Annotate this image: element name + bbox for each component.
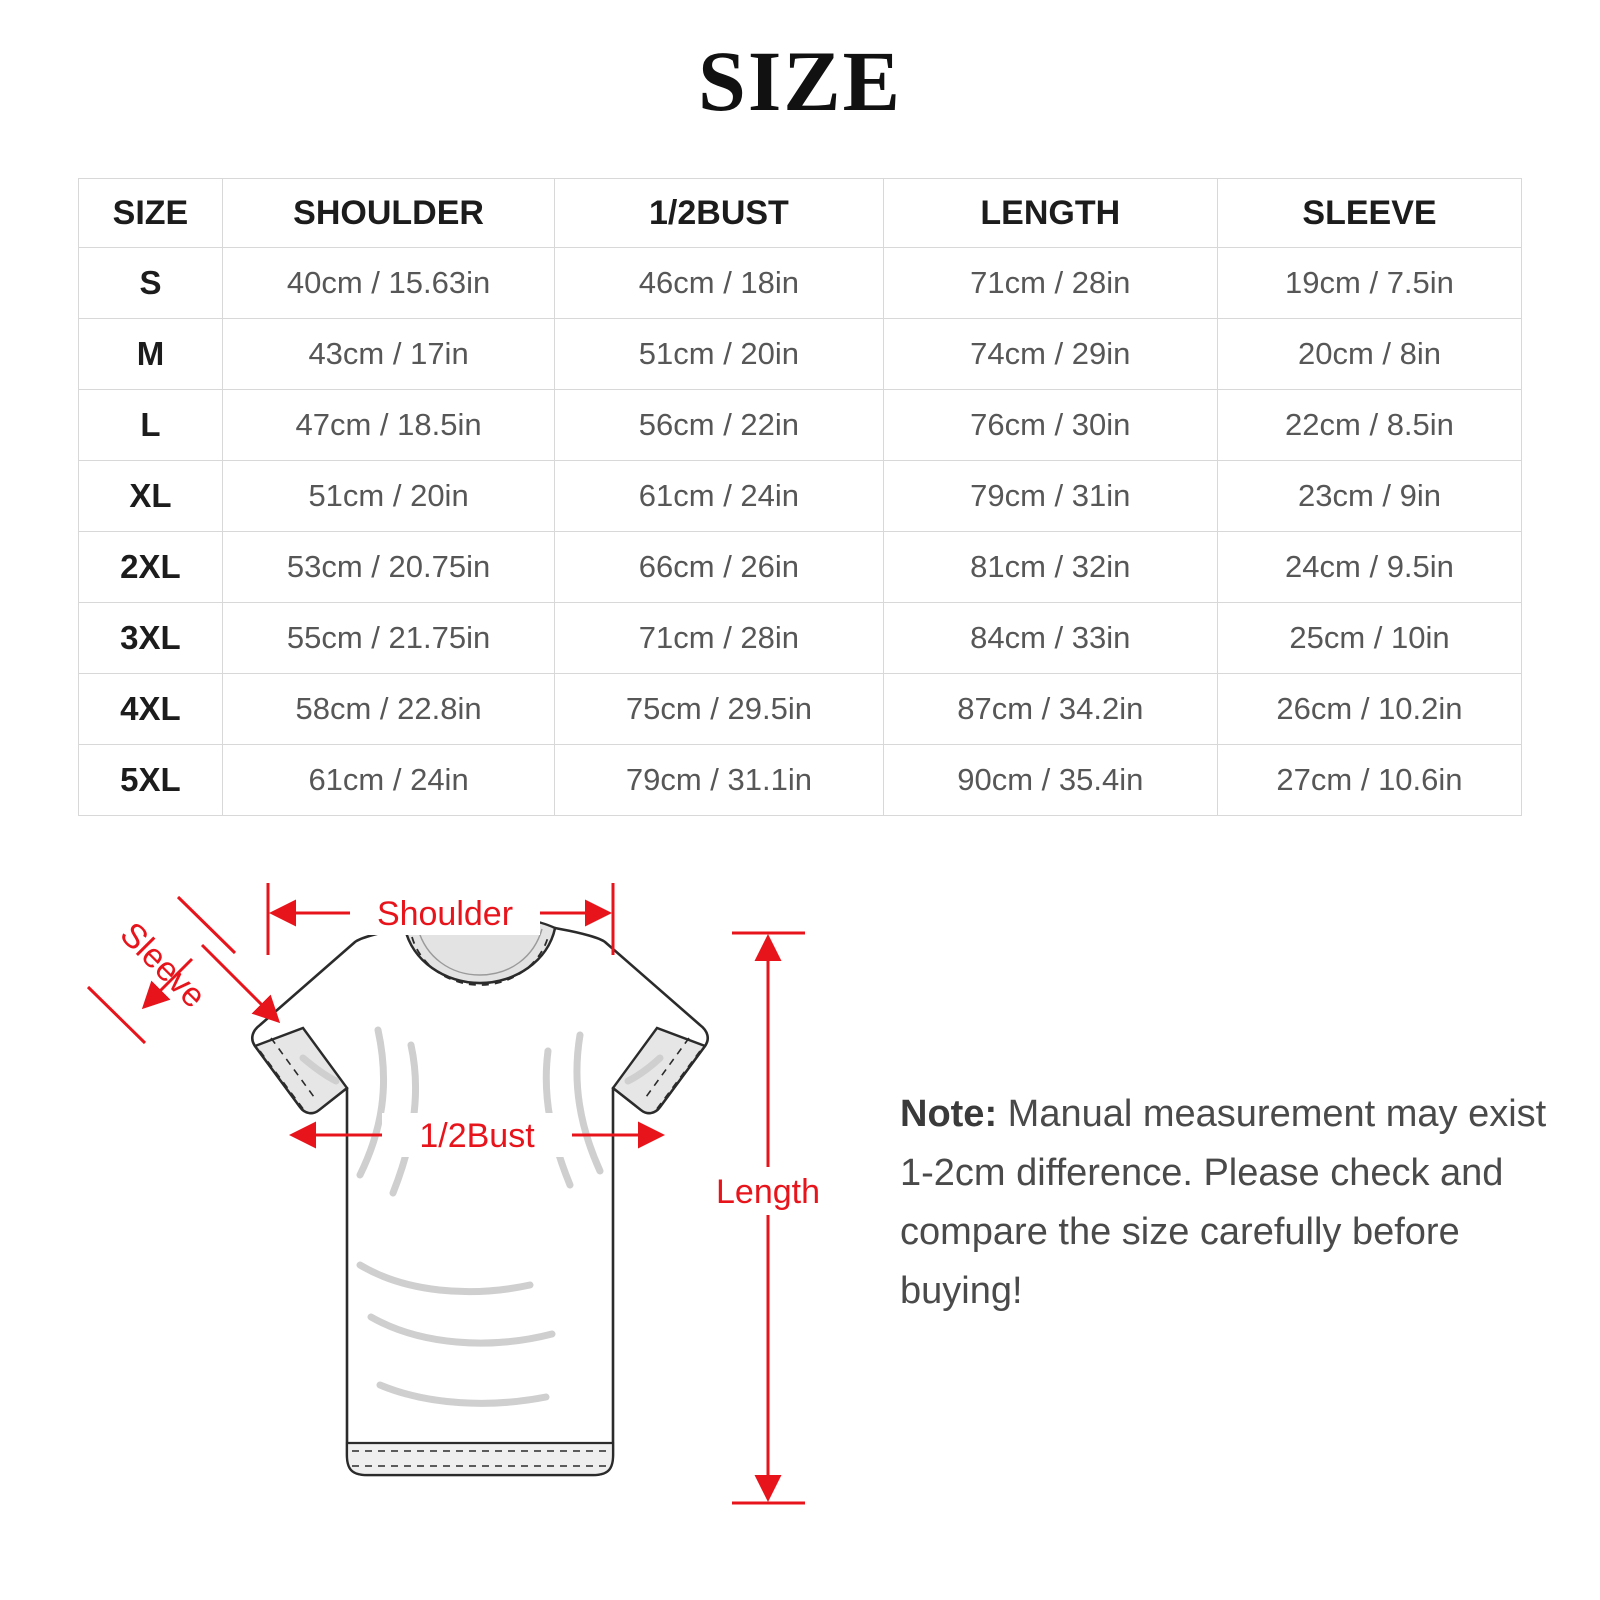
cell-bust: 79cm / 31.1in <box>555 745 883 816</box>
cell-bust: 66cm / 26in <box>555 532 883 603</box>
cell-length: 81cm / 32in <box>883 532 1217 603</box>
sleeve-measure-annotation <box>88 897 278 1043</box>
cell-shoulder: 51cm / 20in <box>222 461 554 532</box>
cell-bust: 51cm / 20in <box>555 319 883 390</box>
cell-length: 76cm / 30in <box>883 390 1217 461</box>
cell-size: 3XL <box>79 603 223 674</box>
cell-shoulder: 40cm / 15.63in <box>222 248 554 319</box>
table-row <box>79 319 1522 390</box>
cell-length: 90cm / 35.4in <box>883 745 1217 816</box>
cell-sleeve: 20cm / 8in <box>1217 319 1521 390</box>
label-shoulder: Shoulder <box>376 895 514 933</box>
cell-length: 87cm / 34.2in <box>883 674 1217 745</box>
table-row <box>79 461 1522 532</box>
tshirt-illustration <box>252 915 707 1475</box>
cell-size: S <box>79 248 223 319</box>
cell-sleeve: 23cm / 9in <box>1217 461 1521 532</box>
table-row <box>79 248 1522 319</box>
cell-shoulder: 58cm / 22.8in <box>222 674 554 745</box>
cell-length: 84cm / 33in <box>883 603 1217 674</box>
cell-shoulder: 47cm / 18.5in <box>222 390 554 461</box>
label-bust: 1/2Bust <box>419 1117 535 1155</box>
cell-shoulder: 55cm / 21.75in <box>222 603 554 674</box>
cell-sleeve: 22cm / 8.5in <box>1217 390 1521 461</box>
column-header-size: SIZE <box>79 179 223 248</box>
cell-shoulder: 43cm / 17in <box>222 319 554 390</box>
column-header-sleeve: SLEEVE <box>1217 179 1521 248</box>
table-row <box>79 390 1522 461</box>
page-title: SIZE <box>697 33 903 129</box>
cell-size: L <box>79 390 223 461</box>
table-row <box>79 745 1522 816</box>
cell-bust: 71cm / 28in <box>555 603 883 674</box>
table-header-row <box>79 179 1522 248</box>
measurement-diagram <box>60 845 870 1565</box>
cell-size: 5XL <box>79 745 223 816</box>
cell-bust: 56cm / 22in <box>555 390 883 461</box>
cell-sleeve: 27cm / 10.6in <box>1217 745 1521 816</box>
cell-shoulder: 53cm / 20.75in <box>222 532 554 603</box>
table-row <box>79 674 1522 745</box>
cell-shoulder: 61cm / 24in <box>222 745 554 816</box>
cell-bust: 75cm / 29.5in <box>555 674 883 745</box>
column-header-length: LENGTH <box>883 179 1217 248</box>
cell-sleeve: 25cm / 10in <box>1217 603 1521 674</box>
table-row <box>79 603 1522 674</box>
cell-length: 79cm / 31in <box>883 461 1217 532</box>
size-chart-table <box>78 178 1522 816</box>
cell-sleeve: 26cm / 10.2in <box>1217 674 1521 745</box>
note-block <box>900 1085 1550 1321</box>
label-sleeve: Sleeve <box>112 915 213 1016</box>
cell-bust: 61cm / 24in <box>555 461 883 532</box>
label-length: Length <box>716 1173 820 1211</box>
cell-size: M <box>79 319 223 390</box>
note-label: Note: <box>900 1093 998 1135</box>
cell-sleeve: 24cm / 9.5in <box>1217 532 1521 603</box>
cell-size: XL <box>79 461 223 532</box>
column-header-bust: 1/2BUST <box>555 179 883 248</box>
cell-size: 2XL <box>79 532 223 603</box>
column-header-shoulder: SHOULDER <box>222 179 554 248</box>
cell-length: 71cm / 28in <box>883 248 1217 319</box>
table-row <box>79 532 1522 603</box>
cell-size: 4XL <box>79 674 223 745</box>
cell-length: 74cm / 29in <box>883 319 1217 390</box>
cell-sleeve: 19cm / 7.5in <box>1217 248 1521 319</box>
note-text: Manual measurement may exist 1-2cm difference. Please check and compare the size carefully before buying! <box>900 1093 1547 1312</box>
length-measure-annotation <box>715 933 821 1503</box>
cell-bust: 46cm / 18in <box>555 248 883 319</box>
